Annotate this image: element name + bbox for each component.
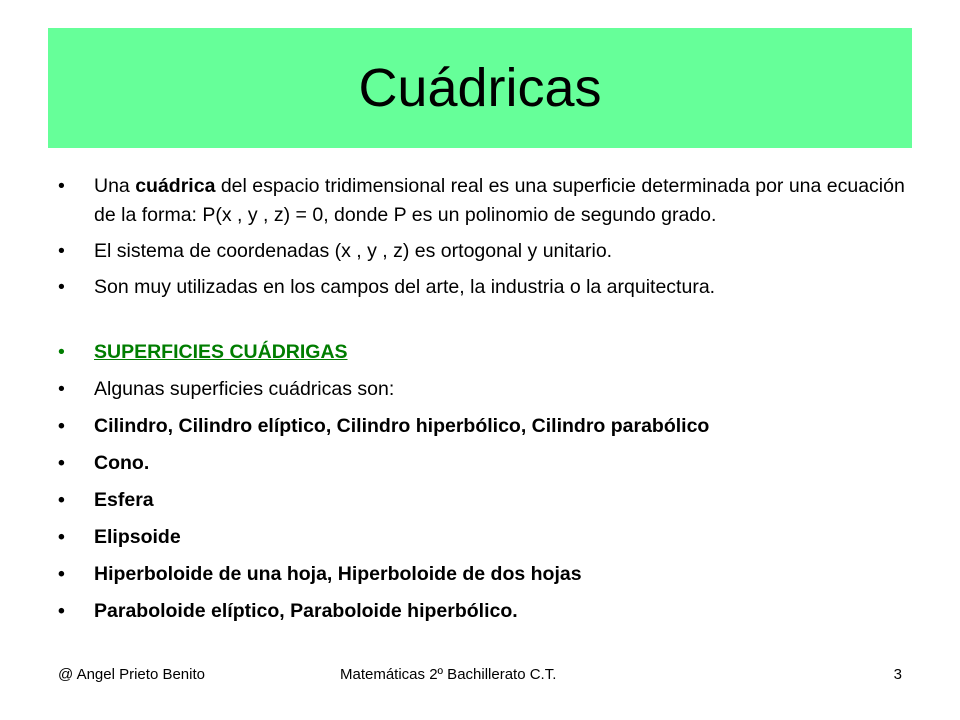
bullet-icon: • bbox=[58, 415, 65, 437]
bullet-icon: • bbox=[58, 378, 65, 400]
surface-item bbox=[58, 597, 908, 626]
surface-label: Cilindro, Cilindro elíptico, Cilindro hiperbólico, Cilindro parabólico bbox=[94, 415, 710, 437]
bullet-item-uses bbox=[58, 273, 908, 302]
surface-item bbox=[58, 412, 908, 441]
bullet-icon: • bbox=[58, 240, 65, 262]
bullet-icon: • bbox=[58, 563, 65, 585]
footer-page-number: 3 bbox=[893, 666, 902, 683]
bullet-icon: • bbox=[58, 489, 65, 511]
coordinates-text: El sistema de coordenadas (x , y , z) es ortogonal y unitario. bbox=[94, 240, 613, 262]
surface-label: Esfera bbox=[94, 489, 154, 511]
surface-item bbox=[58, 523, 908, 552]
bullet-item-coordinates bbox=[58, 237, 908, 266]
definition-text-pre: Una bbox=[94, 175, 136, 197]
surface-label: Paraboloide elíptico, Paraboloide hiperbólico. bbox=[94, 600, 518, 622]
bullet-item-list-intro bbox=[58, 375, 908, 404]
title-band bbox=[48, 28, 912, 148]
definition-term: cuádrica bbox=[135, 175, 216, 197]
slide-footer bbox=[0, 666, 960, 690]
footer-course: Matemáticas 2º Bachillerato C.T. bbox=[340, 666, 557, 683]
uses-text: Son muy utilizadas en los campos del arte, la industria o la arquitectura. bbox=[94, 276, 716, 298]
surface-label: Cono. bbox=[94, 452, 150, 474]
bullet-icon: • bbox=[58, 276, 65, 298]
footer-author: @ Angel Prieto Benito bbox=[58, 666, 205, 683]
bullet-item-link bbox=[58, 338, 908, 367]
surface-label: Hiperboloide de una hoja, Hiperboloide de dos hojas bbox=[94, 563, 582, 585]
bullet-icon: • bbox=[58, 600, 65, 622]
surface-item bbox=[58, 486, 908, 515]
bullet-icon: • bbox=[58, 526, 65, 548]
bullet-icon: • bbox=[58, 452, 65, 474]
bullet-icon: • bbox=[58, 175, 65, 197]
surface-item bbox=[58, 449, 908, 478]
bullet-item-definition bbox=[58, 172, 908, 230]
list-intro-text: Algunas superficies cuádricas son: bbox=[94, 378, 395, 400]
bullet-icon: • bbox=[58, 341, 65, 363]
slide-title: Cuádricas bbox=[358, 58, 602, 118]
surface-item bbox=[58, 560, 908, 589]
superficies-link[interactable]: SUPERFICIES CUÁDRIGAS bbox=[94, 341, 348, 363]
slide-body bbox=[58, 172, 908, 626]
surface-label: Elipsoide bbox=[94, 526, 181, 548]
definition-text-post: del espacio tridimensional real es una superficie determinada por una ecuación de la forma: P(x , y , z) = 0, donde P es un polinomio de segundo grado. bbox=[94, 175, 905, 226]
